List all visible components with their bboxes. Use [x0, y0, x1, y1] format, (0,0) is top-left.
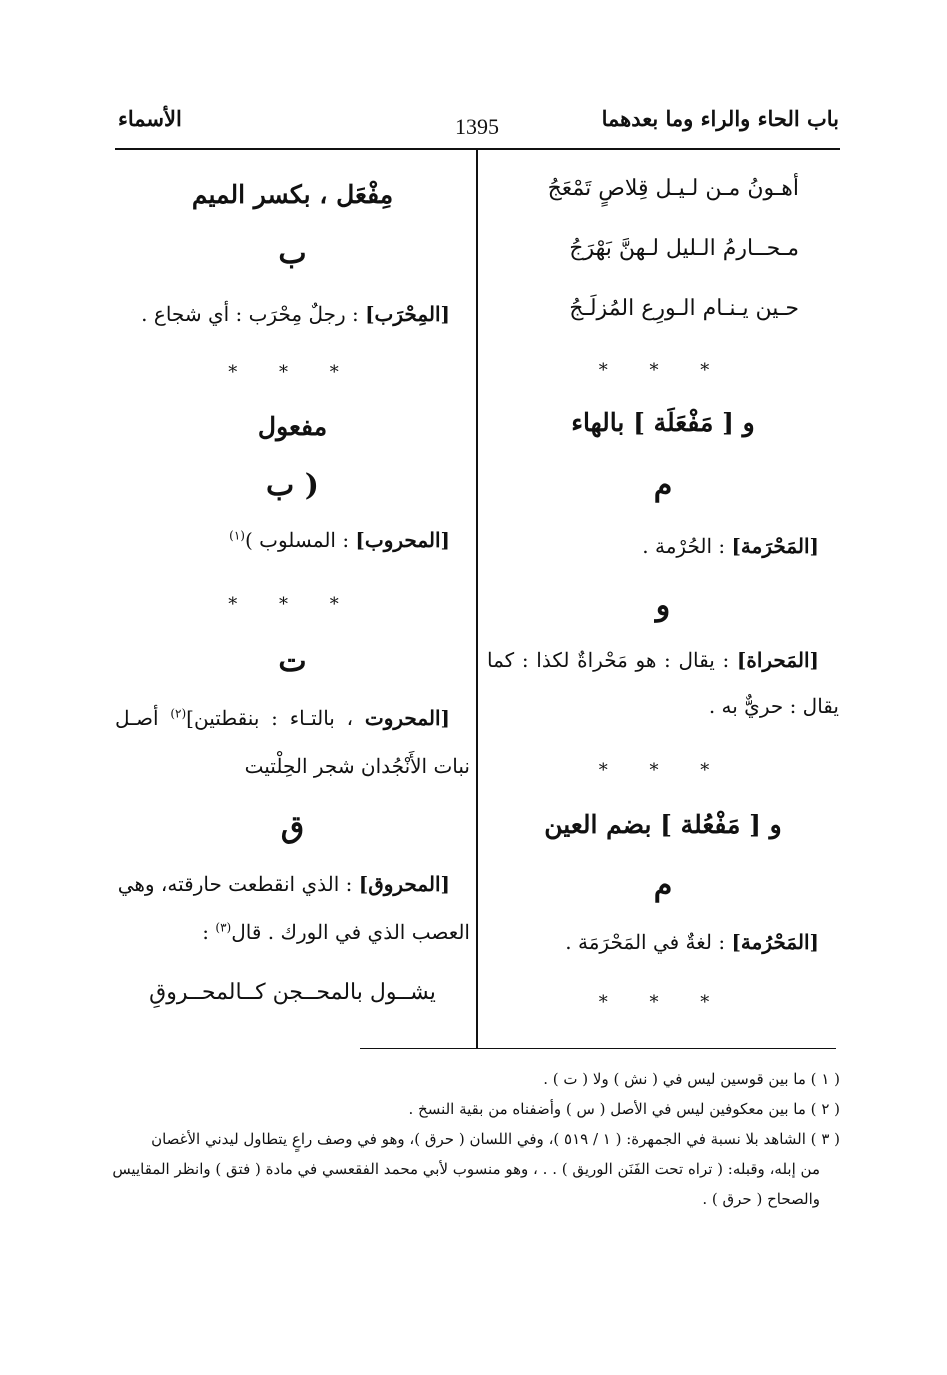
footnotes [112, 1064, 840, 1214]
verse-line: مـحــارمُ الـليل لـهنَّ بَهْرَجُ [569, 236, 799, 261]
entry-headword: [المحروق] [358, 872, 450, 896]
entry [115, 706, 470, 730]
letter-heading: ق [280, 810, 305, 845]
entry [115, 528, 470, 552]
footnote: ( ٢ ) ما بين معكوفين ليس في الأصل ( س ) وأضفناه من بقية النسخ . [408, 1100, 840, 1118]
entry-definition: : لغةٌ في المَحْرَمَة . [565, 930, 726, 954]
entry [115, 302, 470, 326]
letter-heading: ب [278, 236, 307, 271]
section-heading: و [ مَفْعُلة ] بضم العين [544, 810, 782, 839]
right-column [487, 150, 839, 1050]
footnote-continuation: والصحاح ( حرق ) . [702, 1190, 820, 1208]
verse-line: أهـونُ مـن لـيـل قِلاصٍ تَمْعَجُ [547, 176, 799, 201]
entry-headword: [المَحْرَمة] [731, 534, 819, 558]
footnote: ( ١ ) ما بين قوسين ليس في ( نش ) ولا ( ت ) . [543, 1070, 840, 1088]
running-header-section: الأسماء [118, 106, 182, 131]
letter-heading: م [653, 868, 673, 903]
footnote: ( ٣ ) الشاهد بلا نسبة في الجمهرة: ( ١ / ٥١٩ )، وفي اللسان ( حرق )، وهو في وصف راعٍ يتطاول ليدني الأغصان [151, 1130, 840, 1148]
section-heading: مفعول [257, 412, 328, 441]
entry-definition: : رجلٌ مِحْرَب : أي شجاع . [141, 302, 359, 326]
verse-line: يشــول بالمحــجن كــالمحــروقِ [149, 980, 436, 1005]
letter-heading: ( ب [266, 468, 319, 503]
verse-line: حـين يـنـام الـورِع المُزلَـجُ [569, 296, 799, 321]
entry-headword: [المحروت [364, 706, 451, 730]
entry [487, 648, 839, 672]
footnote-continuation: من إبله، وقبله: ( تراه تحت الفَنَن الوريق ) . . ، وهو منسوب لأبي محمد الفقعسي في مادة ( فتق ) وانظر المقاييس [112, 1160, 820, 1178]
entry [487, 930, 839, 954]
footnote-rule [360, 1048, 836, 1049]
letter-heading: ت [278, 644, 307, 679]
letter-heading: و [655, 588, 671, 623]
entry-definition: أصـل [115, 706, 159, 730]
entry [115, 872, 470, 896]
entry-definition: : الحُرْمة . [642, 534, 726, 558]
entry-definition: : [202, 920, 210, 944]
section-heading: و [ مَفْعَلَة ] بالهاء [571, 408, 755, 437]
letter-heading: م [653, 468, 673, 503]
entry-continuation: نبات الأَنْجُدان شجر الحِلْتيت [244, 754, 470, 778]
entry-headword: [المَحْرُمة] [731, 930, 819, 954]
entry-headword: [المَحراة] [736, 648, 820, 672]
separator-stars: * * * [598, 760, 728, 781]
footnote-ref: (٣) [215, 920, 232, 935]
entry-definition: : يقال : هو مَحْراةٌ لكذا : كما [487, 648, 730, 672]
footnote-ref: (١) [229, 528, 245, 543]
separator-stars: * * * [228, 362, 357, 383]
separator-stars: * * * [598, 992, 728, 1013]
entry-definition: : المسلوب ) [244, 528, 350, 552]
footnote-ref: (٢) [170, 706, 187, 721]
column-divider [476, 150, 478, 1048]
section-heading: مِفْعَل ، بكسر الميم [191, 180, 394, 209]
entry [487, 534, 839, 558]
left-column [115, 150, 470, 1050]
running-header-chapter: باب الحاء والراء وما بعدهما [601, 106, 839, 131]
entry-continuation: يقال : حريٌّ به . [708, 694, 839, 718]
entry-headword: [المِحْرَب] [365, 302, 450, 326]
page-number: 1395 [455, 114, 499, 139]
separator-stars: * * * [598, 360, 728, 381]
entry-definition: : الذي انقطعت حارقته، وهي [117, 872, 353, 896]
entry-continuation [115, 920, 470, 944]
entry-headword: [المحروب] [355, 528, 450, 552]
entry-definition: العصب الذي في الورك . قال [231, 920, 470, 944]
separator-stars: * * * [228, 594, 357, 615]
entry-definition: ، بالتـاء : بنقطتين] [186, 706, 354, 730]
